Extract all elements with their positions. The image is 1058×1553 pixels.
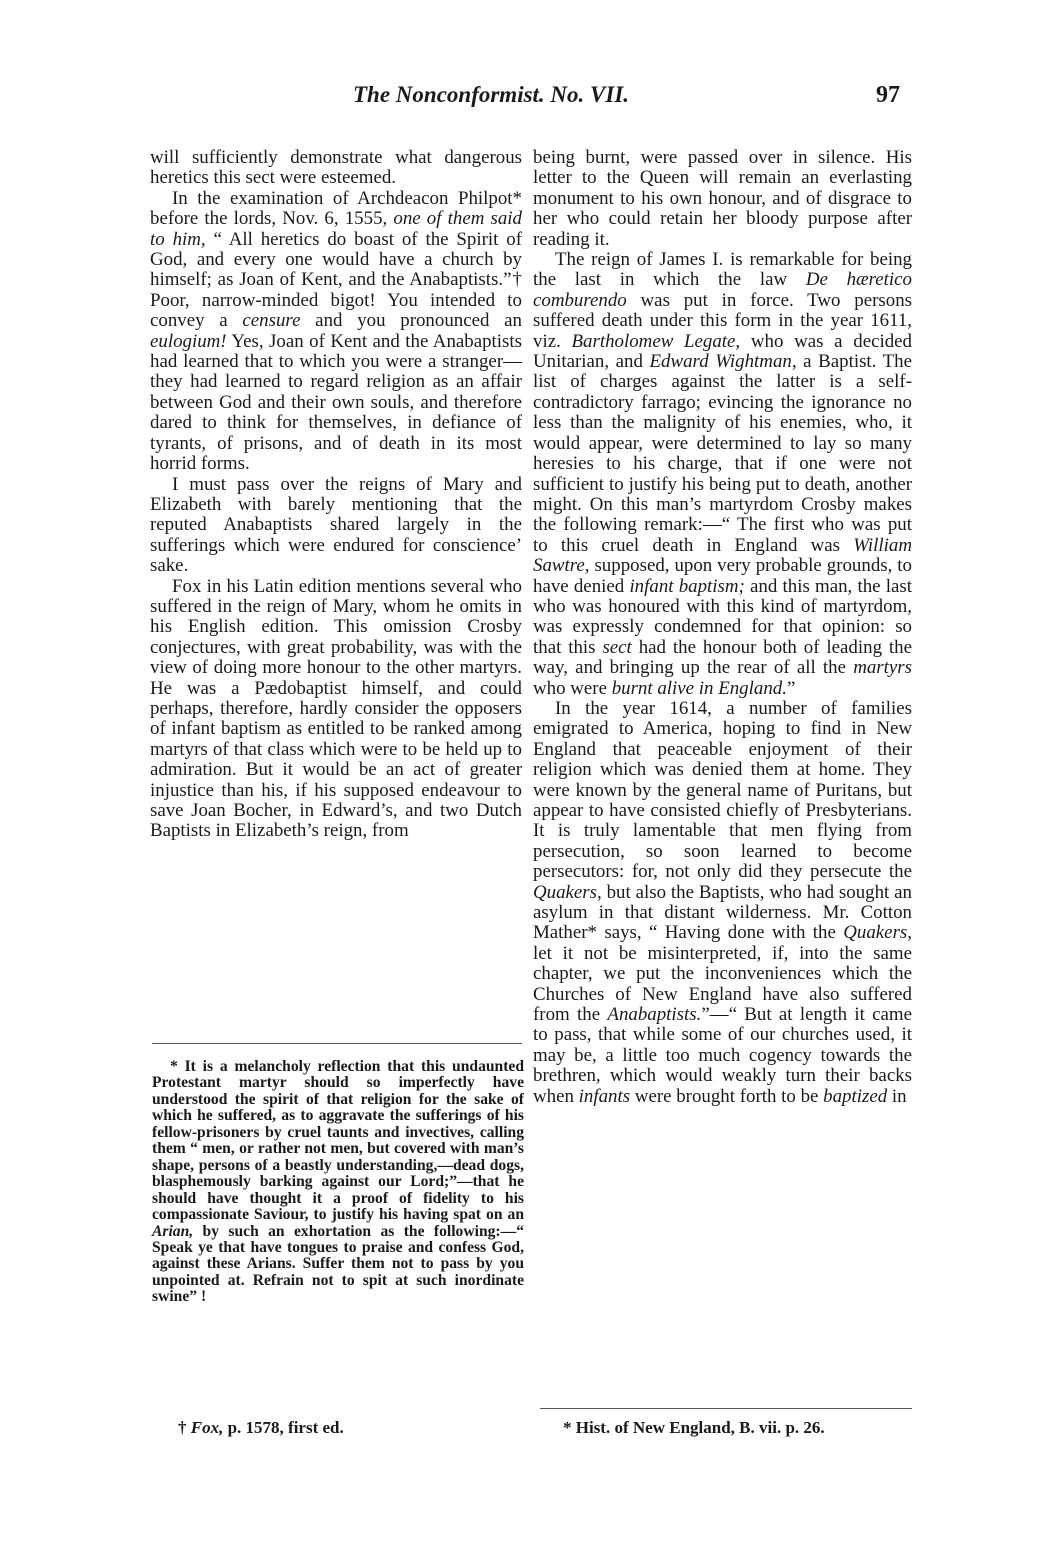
footnote: † Fox, p. 1578, first ed. — [178, 1418, 344, 1437]
paragraph: being burnt, were passed over in silence. His letter to the Queen will remain an everlasting monument to his own honour, and of disgrace to her who could retain her bloody purpose after reading it. — [533, 147, 912, 250]
running-header — [0, 82, 1058, 118]
paragraph: In the year 1614, a number of families emigrated to America, hoping to find in New England that peaceable enjoyment of their religion which was denied them at home. They were known by the general name of Puritans, but appear to have consisted chiefly of Presbyterians. It is truly lamentable that men flying from persecution, so soon learned to become persecutors: for, not only did they persecute the Quakers, but also the Baptists, who had sought an asylum in that distant wilderness. Mr. Cotton Mather* says, “ Having done with the Quakers, let it not be misinterpreted, if, into the same chapter, we put the inconveniences which the Churches of New England have also suffered from the Anabaptists.”—“ But at length it came to pass, that while some of our churches used, it may be, a little too much cogency towards the brethren, which would weakly turn their backs when infants were brought forth to be baptized in — [533, 697, 912, 1107]
paragraph: I must pass over the reigns of Mary and Elizabeth with barely mentioning that the reputed Anabaptists shared largely in the sufferings which were endured for conscience’ sake. — [150, 473, 522, 577]
footnote-divider — [540, 1408, 912, 1409]
footnote-divider — [152, 1043, 522, 1044]
paragraph: Fox in his Latin edition mentions several who suffered in the reign of Mary, whom he omits in his English edition. This omission Crosby conjectures, with great probability, was with the view of doing more honour to the other martyrs. He was a Pædobaptist himself, and could perhaps, therefore, hardly consider the opposers of infant baptism as entitled to be ranked among martyrs of that class which were to be held up to admiration. But it would be an act of greater injustice than his, if his supposed endeavour to save Joan Bocher, in Edward’s, and two Dutch Baptists in Elizabeth’s reign, from — [150, 575, 522, 842]
paragraph: In the examination of Archdeacon Philpot* before the lords, Nov. 6, 1555, one of them said to him, “ All heretics do boast of the Spirit of God, and every one would have a church by himself; as Joan of Kent, and the Anabaptists.”† Poor, narrow-minded bigot! You intended to convey a censure and you pronounced an eulogium! Yes, Joan of Kent and the Anabaptists had learned that to which you were a stranger—they had learned to regard religion as an affair between God and their own souls, and therefore dared to think for themselves, in defiance of tyrants, of prisons, and of death in its most horrid forms. — [150, 187, 522, 475]
page-number: 97 — [876, 82, 900, 108]
footnote: * It is a melancholy reflection that this undaunted Protestant martyr should so imperfectly have understood the spirit of that religion for the sake of which he suffered, as to aggravate the sufferings of his fellow-prisoners by cruel taunts and invectives, calling them “ men, or rather not men, but covered with man’s shape, persons of a beastly understanding,—dead dogs, blasphemously barking against our Lord;”—that he should have thought it a proof of fidelity to his compassionate Saviour, to justify his having spat on an Arian, by such an exhortation as the following:—“ Speak ye that have tongues to praise and confess God, against these Arians. Suffer them not to pass by you unpointed at. Refrain not to spit at such inordinate swine” ! — [152, 1058, 524, 1306]
running-title: The Nonconformist. No. VII. — [353, 82, 630, 107]
right-column — [533, 148, 912, 1107]
paragraph: The reign of James I. is remarkable for being the last in which the law De hæretico comburendo was put in force. Two persons suffered death under this form in the year 1611, viz. Bartholomew Legate, who was a decided Unitarian, and Edward Wightman, a Baptist. The list of charges against the latter is a self-contradictory farrago; evincing the ignorance no less than the malignity of his enemies, who, it would appear, were determined to lay so many heresies to his charge, that if one were not sufficient to justify his being put to death, another might. On this man’s martyrdom Crosby makes the following remark:—“ The first who was put to this cruel death in England was William Sawtre, supposed, upon very probable grounds, to have denied infant baptism; and this man, the last who was honoured with this kind of martyrdom, was expressly condemned for that opinion: so that this sect had the honour both of leading the way, and bringing up the rear of all the martyrs who were burnt alive in England.” — [533, 249, 913, 699]
footnote: * Hist. of New England, B. vii. p. 26. — [563, 1418, 825, 1437]
paragraph: will sufficiently demonstrate what dangerous heretics this sect were esteemed. — [150, 147, 522, 189]
left-column — [150, 148, 522, 842]
left-footnotes — [152, 1059, 524, 1306]
